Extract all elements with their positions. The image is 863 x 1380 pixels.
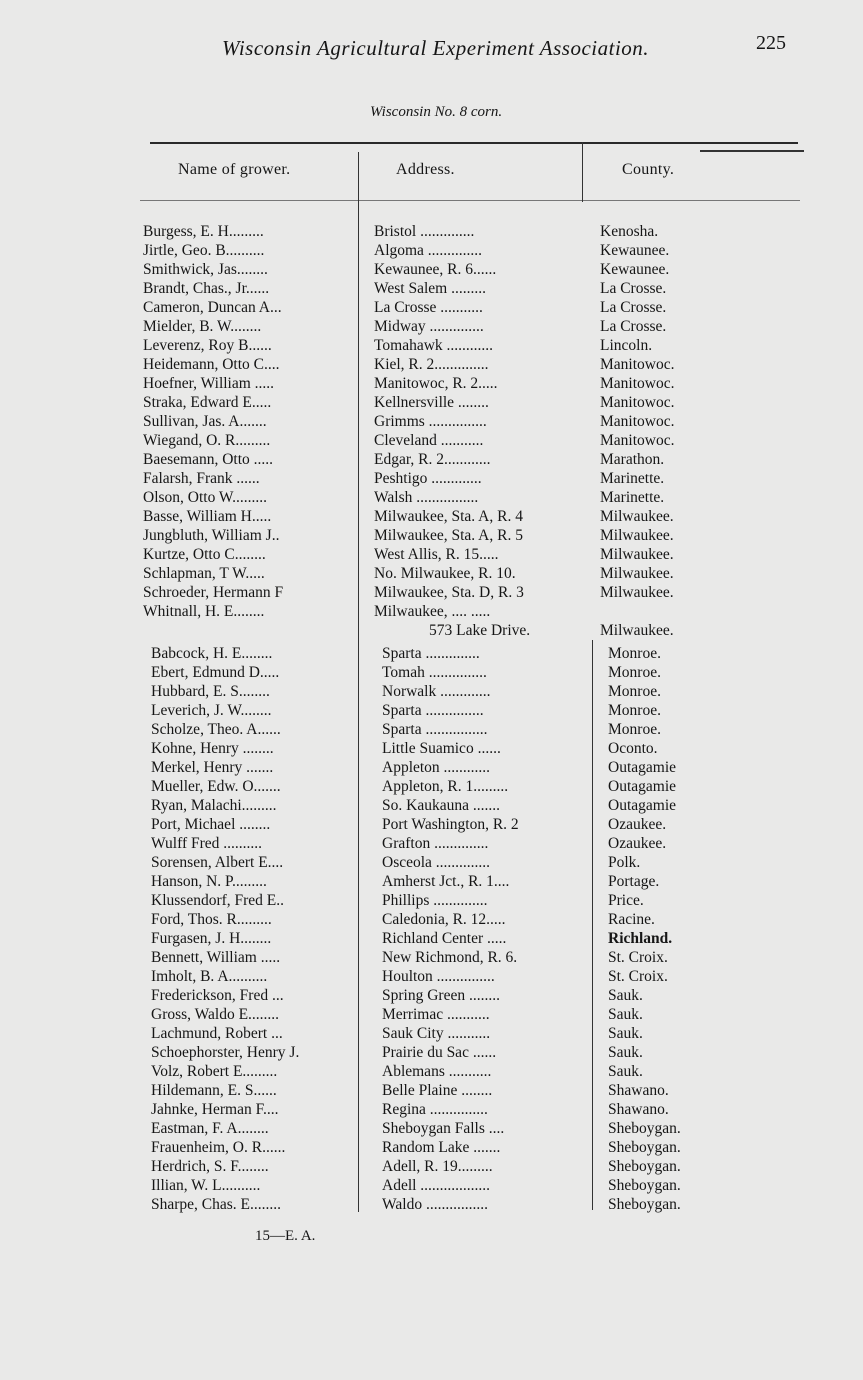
address-cell: Appleton, R. 1......... <box>382 778 509 795</box>
county-cell: Portage. <box>608 873 660 890</box>
address-cell: Sparta ................ <box>382 721 488 738</box>
address-cell: Houlton ............... <box>382 968 495 985</box>
grower-name-cell: Wulff Fred .......... <box>151 835 263 852</box>
county-cell: St. Croix. <box>608 968 668 985</box>
address-cell: Milwaukee, Sta. D, R. 3 <box>374 584 524 601</box>
address-cell: Amherst Jct., R. 1.... <box>382 873 510 890</box>
table-row <box>0 796 863 815</box>
grower-name-cell: Leverich, J. W........ <box>151 702 272 719</box>
table-row <box>0 701 863 720</box>
county-cell: Lincoln. <box>600 337 653 354</box>
table-top-rule <box>150 142 798 144</box>
grower-name-cell: Eastman, F. A........ <box>151 1120 269 1137</box>
grower-name-cell: Scholze, Theo. A...... <box>151 721 281 738</box>
column-header-address: Address. <box>396 161 455 178</box>
table-row <box>0 279 863 298</box>
page-number: 225 <box>756 32 786 54</box>
table-row <box>0 545 863 564</box>
table-row <box>0 1005 863 1024</box>
grower-name-cell: Wiegand, O. R......... <box>143 432 271 449</box>
table-row <box>0 260 863 279</box>
county-cell: Monroe. <box>608 702 661 719</box>
table-row <box>0 431 863 450</box>
table-row <box>0 720 863 739</box>
county-cell: Manitowoc. <box>600 413 675 430</box>
county-cell: Milwaukee. <box>600 565 674 582</box>
grower-name-cell: Babcock, H. E........ <box>151 645 273 662</box>
column-header-name: Name of grower. <box>178 161 291 178</box>
address-cell: New Richmond, R. 6. <box>382 949 518 966</box>
grower-name-cell: Ebert, Edmund D..... <box>151 664 280 681</box>
table-row <box>0 1176 863 1195</box>
table-row <box>0 1195 863 1214</box>
running-header-title: Wisconsin Agricultural Experiment Association. <box>222 36 650 60</box>
table-row <box>0 1100 863 1119</box>
county-cell: Kenosha. <box>600 223 659 240</box>
address-cell: West Salem ......... <box>374 280 486 297</box>
address-cell: Ablemans ........... <box>382 1063 492 1080</box>
grower-name-cell: Hanson, N. P......... <box>151 873 267 890</box>
county-cell: Monroe. <box>608 664 661 681</box>
table-row <box>0 644 863 663</box>
county-cell: Shawano. <box>608 1101 669 1118</box>
grower-name-cell: Sharpe, Chas. E........ <box>151 1196 282 1213</box>
county-cell: Kewaunee. <box>600 261 670 278</box>
address-cell: Sheboygan Falls .... <box>382 1120 505 1137</box>
county-cell: Milwaukee. <box>600 546 674 563</box>
table-row <box>0 663 863 682</box>
county-cell: Monroe. <box>608 645 661 662</box>
table-row <box>0 1157 863 1176</box>
address-cell: Tomahawk ............ <box>374 337 494 354</box>
county-cell: La Crosse. <box>600 280 667 297</box>
address-cell: Adell, R. 19......... <box>382 1158 493 1175</box>
address-cell: So. Kaukauna ....... <box>382 797 500 814</box>
address-cell: Kiel, R. 2.............. <box>374 356 489 373</box>
county-cell: Manitowoc. <box>600 375 675 392</box>
county-cell: La Crosse. <box>600 318 667 335</box>
address-cell: Midway .............. <box>374 318 484 335</box>
table-row <box>0 986 863 1005</box>
grower-name-cell: Burgess, E. H......... <box>143 223 264 240</box>
header-bottom-rule <box>140 200 800 201</box>
table-row <box>0 526 863 545</box>
column-header-county: County. <box>622 161 675 178</box>
grower-name-cell: Jahnke, Herman F.... <box>151 1101 279 1118</box>
grower-name-cell: Volz, Robert E......... <box>151 1063 278 1080</box>
grower-name-cell: Cameron, Duncan A... <box>143 299 282 316</box>
grower-name-cell: Hoefner, William ..... <box>143 375 275 392</box>
grower-name-cell: Frauenheim, O. R...... <box>151 1139 286 1156</box>
address-cell: No. Milwaukee, R. 10. <box>374 565 516 582</box>
county-cell: Milwaukee. <box>600 527 674 544</box>
grower-name-cell: Klussendorf, Fred E.. <box>151 892 285 909</box>
grower-name-cell: Olson, Otto W......... <box>143 489 268 506</box>
county-cell: Outagamie <box>608 778 677 795</box>
table-row <box>0 393 863 412</box>
grower-name-cell: Frederickson, Fred ... <box>151 987 284 1004</box>
address-cell: West Allis, R. 15..... <box>374 546 499 563</box>
table-row <box>0 739 863 758</box>
county-cell: Milwaukee. <box>600 622 674 639</box>
address-cell: Sparta ............... <box>382 702 484 719</box>
grower-name-cell: Mueller, Edw. O....... <box>151 778 281 795</box>
address-cell: Port Washington, R. 2 <box>382 816 519 833</box>
address-cell: Belle Plaine ........ <box>382 1082 493 1099</box>
address-cell: Grafton .............. <box>382 835 489 852</box>
table-row <box>0 1119 863 1138</box>
address-cell: Prairie du Sac ...... <box>382 1044 497 1061</box>
grower-name-cell: Ryan, Malachi......... <box>151 797 277 814</box>
county-cell: Racine. <box>608 911 655 928</box>
grower-name-cell: Furgasen, J. H........ <box>151 930 272 947</box>
address-cell: Adell .................. <box>382 1177 491 1194</box>
county-cell: Monroe. <box>608 721 661 738</box>
table-row <box>0 602 863 621</box>
grower-name-cell: Lachmund, Robert ... <box>151 1025 283 1042</box>
table-row <box>0 872 863 891</box>
table-row <box>0 1138 863 1157</box>
address-cell: Random Lake ....... <box>382 1139 501 1156</box>
county-cell: Marinette. <box>600 489 665 506</box>
county-cell: Sauk. <box>608 987 643 1004</box>
table-row <box>0 815 863 834</box>
county-cell: Manitowoc. <box>600 432 675 449</box>
county-cell: Monroe. <box>608 683 661 700</box>
table-row <box>0 834 863 853</box>
county-cell: Ozaukee. <box>608 835 667 852</box>
grower-name-cell: Herdrich, S. F........ <box>151 1158 269 1175</box>
grower-name-cell: Imholt, B. A.......... <box>151 968 268 985</box>
table-row <box>0 336 863 355</box>
county-cell: Marinette. <box>600 470 665 487</box>
address-cell: Spring Green ........ <box>382 987 500 1004</box>
address-cell: Merrimac ........... <box>382 1006 490 1023</box>
table-row <box>0 412 863 431</box>
grower-name-cell: Ford, Thos. R......... <box>151 911 272 928</box>
table-row <box>0 583 863 602</box>
grower-name-cell: Mielder, B. W........ <box>143 318 262 335</box>
address-cell: Peshtigo ............. <box>374 470 482 487</box>
table-row <box>0 374 863 393</box>
county-cell: Milwaukee. <box>600 508 674 525</box>
grower-name-cell: Leverenz, Roy B...... <box>143 337 272 354</box>
table-row <box>0 948 863 967</box>
table-row <box>0 682 863 701</box>
grower-name-cell: Brandt, Chas., Jr...... <box>143 280 270 297</box>
grower-name-cell: Jungbluth, William J.. <box>143 527 280 544</box>
address-cell: Norwalk ............. <box>382 683 491 700</box>
grower-name-cell: Kurtze, Otto C........ <box>143 546 266 563</box>
table-row <box>0 355 863 374</box>
grower-name-cell: Sullivan, Jas. A....... <box>143 413 267 430</box>
grower-name-cell: Hildemann, E. S...... <box>151 1082 277 1099</box>
county-cell: Sheboygan. <box>608 1120 681 1137</box>
table-row <box>0 222 863 241</box>
address-cell: Edgar, R. 2............ <box>374 451 491 468</box>
grower-name-cell: Sorensen, Albert E.... <box>151 854 284 871</box>
table-row <box>0 1081 863 1100</box>
table-row <box>0 967 863 986</box>
table-row <box>0 1043 863 1062</box>
address-cell: Phillips .............. <box>382 892 488 909</box>
table-row <box>0 469 863 488</box>
grower-name-cell: Smithwick, Jas........ <box>143 261 268 278</box>
grower-name-cell: Baesemann, Otto ..... <box>143 451 274 468</box>
grower-name-cell: Port, Michael ........ <box>151 816 271 833</box>
county-cell: La Crosse. <box>600 299 667 316</box>
table-row <box>0 317 863 336</box>
address-cell: Milwaukee, .... ..... <box>374 603 491 620</box>
table-row <box>0 298 863 317</box>
address-cell: Kellnersville ........ <box>374 394 489 411</box>
county-cell: Outagamie <box>608 759 677 776</box>
grower-name-cell: Schoephorster, Henry J. <box>151 1044 300 1061</box>
grower-name-cell: Kohne, Henry ........ <box>151 740 274 757</box>
address-cell: Waldo ................ <box>382 1196 488 1213</box>
county-cell: Polk. <box>608 854 641 871</box>
county-cell: Sauk. <box>608 1044 643 1061</box>
grower-name-cell: Schlapman, T W..... <box>143 565 265 582</box>
table-row <box>0 621 863 640</box>
address-cell: La Crosse ........... <box>374 299 483 316</box>
county-cell: Sheboygan. <box>608 1139 681 1156</box>
address-cell: Caledonia, R. 12..... <box>382 911 506 928</box>
table-row <box>0 564 863 583</box>
county-cell: Outagamie <box>608 797 677 814</box>
address-cell: Sauk City ........... <box>382 1025 491 1042</box>
grower-name-cell: Schroeder, Hermann F <box>143 584 284 601</box>
county-cell: Shawano. <box>608 1082 669 1099</box>
address-cell: Algoma .............. <box>374 242 483 259</box>
table-row <box>0 929 863 948</box>
grower-name-cell: Bennett, William ..... <box>151 949 281 966</box>
county-cell: Oconto. <box>608 740 658 757</box>
table-row <box>0 777 863 796</box>
address-cell: Grimms ............... <box>374 413 487 430</box>
county-cell: Manitowoc. <box>600 356 675 373</box>
address-cell: Kewaunee, R. 6...... <box>374 261 497 278</box>
table-row <box>0 450 863 469</box>
address-cell: Appleton ............ <box>382 759 491 776</box>
address-cell: Richland Center ..... <box>382 930 507 947</box>
address-cell: Manitowoc, R. 2..... <box>374 375 498 392</box>
grower-name-cell: Falarsh, Frank ...... <box>143 470 260 487</box>
grower-name-cell: Straka, Edward E..... <box>143 394 272 411</box>
address-cell: Milwaukee, Sta. A, R. 5 <box>374 527 523 544</box>
address-cell: Regina ............... <box>382 1101 488 1118</box>
table-row <box>0 891 863 910</box>
address-cell: Little Suamico ...... <box>382 740 501 757</box>
address-cell: Tomah ............... <box>382 664 487 681</box>
grower-name-cell: Merkel, Henry ....... <box>151 759 274 776</box>
grower-name-cell: Hubbard, E. S........ <box>151 683 270 700</box>
address-cell: Osceola .............. <box>382 854 491 871</box>
grower-name-cell: Jirtle, Geo. B.......... <box>143 242 265 259</box>
table-row <box>0 488 863 507</box>
address-cell: 573 Lake Drive. <box>429 622 531 639</box>
county-cell: Ozaukee. <box>608 816 667 833</box>
table-caption: Wisconsin No. 8 corn. <box>370 104 503 120</box>
address-cell: Milwaukee, Sta. A, R. 4 <box>374 508 523 525</box>
county-cell: Sauk. <box>608 1025 643 1042</box>
address-cell: Bristol .............. <box>374 223 475 240</box>
table-row <box>0 758 863 777</box>
column-divider-2 <box>582 142 583 202</box>
county-cell: Sauk. <box>608 1063 643 1080</box>
county-cell: Price. <box>608 892 644 909</box>
grower-name-cell: Whitnall, H. E........ <box>143 603 265 620</box>
county-cell: Sheboygan. <box>608 1158 681 1175</box>
county-cell: Sheboygan. <box>608 1196 681 1213</box>
table-top-rule-tail <box>700 150 804 152</box>
table-row <box>0 241 863 260</box>
grower-name-cell: Basse, William H..... <box>143 508 272 525</box>
county-cell: Sheboygan. <box>608 1177 681 1194</box>
county-cell: Kewaunee. <box>600 242 670 259</box>
table-row <box>0 853 863 872</box>
county-cell: Sauk. <box>608 1006 643 1023</box>
grower-name-cell: Heidemann, Otto C.... <box>143 356 280 373</box>
address-cell: Sparta .............. <box>382 645 480 662</box>
table-row <box>0 1024 863 1043</box>
table-row <box>0 507 863 526</box>
grower-name-cell: Gross, Waldo E........ <box>151 1006 280 1023</box>
county-cell: Manitowoc. <box>600 394 675 411</box>
address-cell: Cleveland ........... <box>374 432 484 449</box>
county-cell: Marathon. <box>600 451 665 468</box>
county-cell: Milwaukee. <box>600 584 674 601</box>
county-cell: St. Croix. <box>608 949 668 966</box>
grower-name-cell: Illian, W. L.......... <box>151 1177 261 1194</box>
table-row <box>0 1062 863 1081</box>
grower-table-body <box>0 222 863 1214</box>
table-row <box>0 910 863 929</box>
address-cell: Walsh ................ <box>374 489 479 506</box>
county-cell: Richland. <box>608 930 673 947</box>
footer-signature: 15—E. A. <box>255 1228 316 1244</box>
